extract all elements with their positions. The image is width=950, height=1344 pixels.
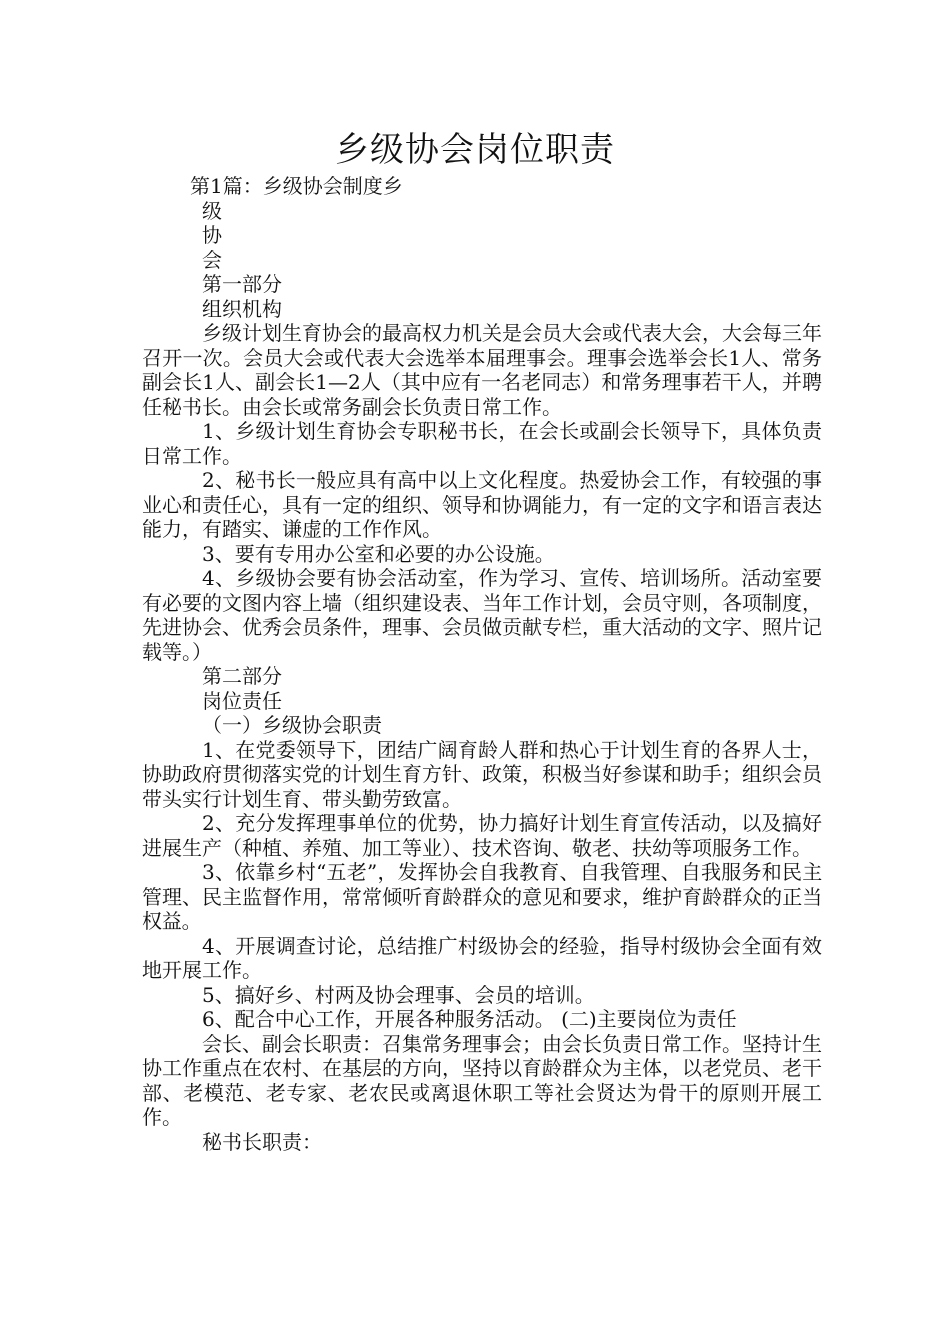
chapter-heading: 第1篇：乡级协会制度乡 — [190, 174, 403, 198]
vertical-char-1: 级 — [202, 198, 222, 223]
duty-paragraph-1: 1、在党委领导下，团结广阔育龄人群和热心于计划生育的各界人士，协助政府贯彻落实党的计划生育方针、政策，积极当好参谋和助手；组织会员带头实行计划生育、带头勤劳致富。 — [142, 737, 822, 811]
duty-paragraph-2: 2、充分发挥理事单位的优势，协力搞好计划生育宣传活动，以及搞好进展生产（种植、养殖、加工等业）、技术咨询、敬老、扶幼等项服务工作。 — [142, 811, 822, 860]
part-one-heading: 第一部分 — [202, 272, 282, 296]
chair-duties-paragraph: 会长、副会长职责：召集常务理事会；由会长负责日常工作。坚持计生协工作重点在农村、在基层的方向，坚持以育龄群众为主体，以老党员、老干部、老模范、老专家、老农民或离退休职工等社会贤达为骨干的原则开展工作。 — [142, 1031, 822, 1129]
part-one-title: 组织机构 — [202, 296, 282, 321]
paragraph-3: 3、要有专用办公室和必要的办公设施。 — [202, 541, 555, 566]
paragraph-1: 1、乡级计划生育协会专职秘书长，在会长或副会长领导下，具体负责日常工作。 — [142, 419, 822, 468]
duty-paragraph-3: 3、依靠乡村“五老”，发挥协会自我教育、自我管理、自我服务和民主管理、民主监督作用，常常倾听育龄群众的意见和要求，维护育龄群众的正当权益。 — [142, 860, 822, 933]
document-body — [142, 174, 822, 1154]
duty-paragraph-6: 6、配合中心工作，开展各种服务活动。 (二)主要岗位为责任 — [202, 1007, 737, 1031]
secretary-duties-heading: 秘书长职责： — [202, 1129, 322, 1154]
part-two-heading: 第二部分 — [202, 664, 282, 688]
duty-paragraph-4: 4、开展调查讨论，总结推广村级协会的经验，指导村级协会全面有效地开展工作。 — [142, 933, 822, 982]
part-two-title: 岗位责任 — [202, 688, 282, 713]
paragraph-2: 2、秘书长一般应具有高中以上文化程度。热爱协会工作，有较强的事业心和责任心，具有一定的组织、领导和协调能力，有一定的文字和语言表达能力，有踏实、谦虚的工作作风。 — [142, 468, 822, 541]
section-one-heading: （一）乡级协会职责 — [202, 713, 382, 737]
intro-paragraph: 乡级计划生育协会的最高权力机关是会员大会或代表大会，大会每三年召开一次。会员大会或代表大会选举本届理事会。理事会选举会长1人、常务副会长1人、副会长1—2人（其中应有一名老同志）和常务理事若干人，并聘任秘书长。由会长或常务副会长负责日常工作。 — [142, 321, 822, 419]
paragraph-4: 4、乡级协会要有协会活动室，作为学习、宣传、培训场所。活动室要有必要的文图内容上墙（组织建设表、当年工作计划，会员守则，各项制度，先进协会、优秀会员条件，理事、会员做贡献专栏，重大活动的文字、照片记载等。） — [142, 566, 822, 664]
document-title: 乡级协会岗位职责 — [335, 130, 615, 170]
duty-paragraph-5: 5、搞好乡、村两及协会理事、会员的培训。 — [202, 982, 595, 1007]
vertical-char-3: 会 — [202, 247, 222, 272]
vertical-char-2: 协 — [202, 223, 222, 247]
